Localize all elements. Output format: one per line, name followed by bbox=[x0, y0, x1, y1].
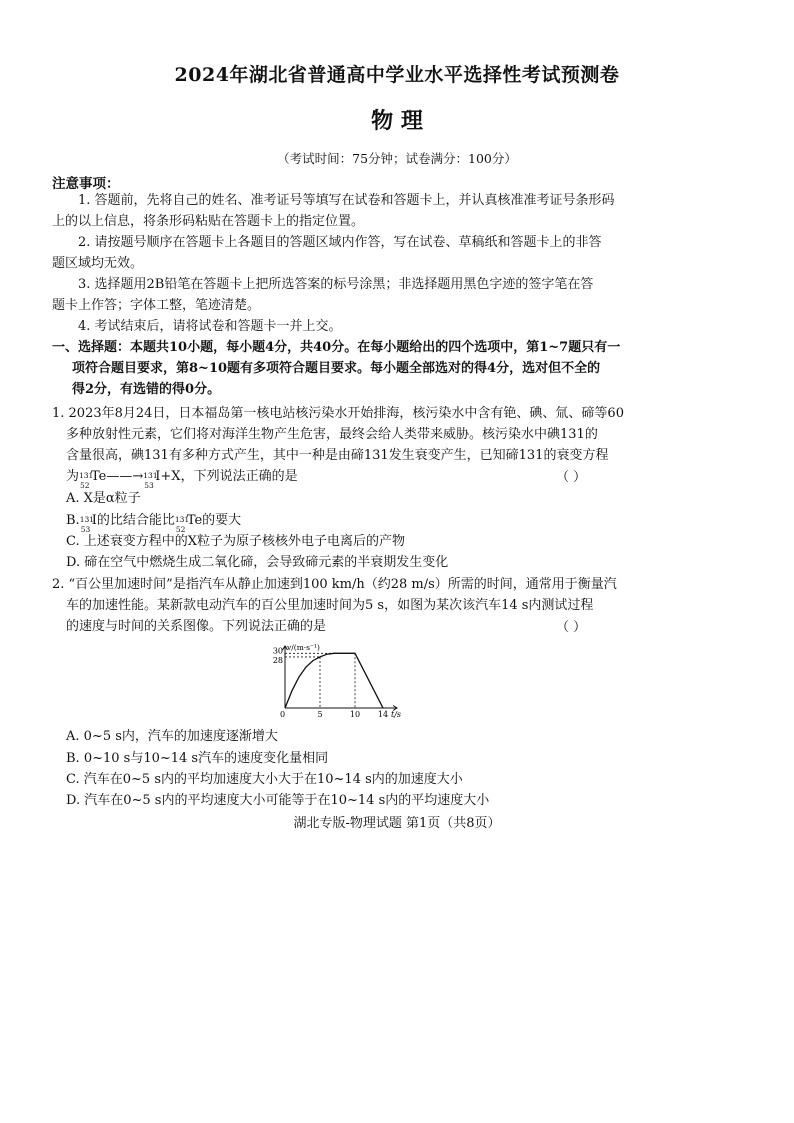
q2-option-d: D. 汽车在0~5 s内的平均速度大小可能等于在10~14 s内的平均速度大小 bbox=[66, 793, 490, 808]
page-footer: 湖北专版-物理试题 第1页（共8页） bbox=[293, 816, 501, 831]
eq-prefix: 为 bbox=[66, 469, 80, 484]
x-axis-label: t/s bbox=[391, 710, 402, 719]
x-tick-label-3: 14 bbox=[377, 710, 389, 719]
q1-option-c: C. 上述衰变方程中的X粒子为原子核核外电子电离后的产物 bbox=[66, 534, 406, 549]
notice-item-2-cont: 题区域均无效。 bbox=[52, 256, 144, 271]
i-nuclide-numbers-b: 131 53 bbox=[79, 515, 95, 534]
q1-stem-line-2: 多种放射性元素，它们将对海洋生物产生危害，最终会给人类带来威胁。核污染水中碘131的 bbox=[66, 427, 598, 442]
te-nuclide-numbers-b: 131 52 bbox=[174, 515, 190, 534]
notice-item-1: 1. 答题前，先将自己的姓名、准考证号等填写在试卷和答题卡上，并认真核准准考证号条形码 bbox=[78, 193, 615, 208]
i-symbol-and-text: I+X，下列说法正确的是 bbox=[155, 469, 298, 484]
q1-answer-bracket: （ ） bbox=[556, 470, 587, 485]
notice-title: 注意事项： bbox=[52, 176, 120, 192]
q2-stem-line-1: 2. “百公里加速时间”是指汽车从静止加速到100 km/h（约28 m/s）所需的时间，通常用于衡量汽 bbox=[52, 577, 617, 592]
notice-item-3: 3. 选择题用2B铅笔在答题卡上把所选答案的标号涂黑；非选择题用黑色字迹的签字笔在答 bbox=[78, 277, 594, 292]
q2-option-a: A. 0~5 s内，汽车的加速度逐渐增大 bbox=[66, 729, 278, 744]
notice-item-3-cont: 题卡上作答；字体工整，笔迹清楚。 bbox=[52, 298, 261, 313]
reaction-arrow: ——→ bbox=[106, 469, 144, 484]
notice-item-4: 4. 考试结束后，请将试卷和答题卡一并上交。 bbox=[78, 319, 342, 334]
i-nuclide-numbers: 131 53 bbox=[143, 471, 158, 490]
velocity-time-graph bbox=[255, 640, 405, 722]
q1-stem-line-3: 含量很高，碘131有多种方式产生，其中一种是由碲131发生衰变产生，已知碲131的衰变方程 bbox=[66, 448, 609, 463]
te-symbol: Te bbox=[91, 469, 107, 484]
y-axis-label: v/(m·s⁻¹) bbox=[287, 643, 320, 652]
x-tick-label-2: 10 bbox=[349, 710, 361, 719]
q2-answer-bracket: （ ） bbox=[556, 620, 587, 635]
q2-stem-line-2: 车的加速性能。某新款电动汽车的百公里加速时间为5 s，如图为某次该汽车14 s内测试过程 bbox=[66, 598, 594, 613]
y-tick-label-1: 28 bbox=[272, 655, 283, 665]
q1-option-b: B. 131 53 I的比结合能比 131 52 Te的要大 bbox=[66, 513, 242, 534]
q1-option-a: A. X是α粒子 bbox=[66, 491, 141, 506]
notice-item-1-cont: 上的以上信息，将条形码粘贴在答题卡上的指定位置。 bbox=[52, 214, 365, 229]
subject-title: 物 理 bbox=[371, 108, 423, 134]
section-heading-cont-1: 项符合题目要求，第8~10题有多项符合题目要求。每小题全部选对的得4分，选对但不全的 bbox=[72, 361, 601, 376]
q1-option-d: D. 碲在空气中燃烧生成二氧化碲，会导致碲元素的半衰期发生变化 bbox=[66, 555, 449, 570]
q1-decay-equation bbox=[66, 466, 298, 490]
exam-info: （考试时间：75分钟；试卷满分：100分） bbox=[277, 151, 517, 166]
q1-stem-line-1: 1. 2023年8月24日，日本福岛第一核电站核污染水开始排海，核污染水中含有铯、碘、氚、碲等60 bbox=[52, 406, 624, 421]
q2-stem-line-3: 的速度与时间的关系图像。下列说法正确的是 bbox=[66, 619, 327, 634]
q2-option-b: B. 0~10 s与10~14 s汽车的速度变化量相同 bbox=[66, 751, 329, 766]
section-heading: 一、选择题：本题共10小题，每小题4分，共40分。在每小题给出的四个选项中，第1~7题只有一 bbox=[52, 340, 621, 355]
q2-option-c: C. 汽车在0~5 s内的平均加速度大小大于在10~14 s内的加速度大小 bbox=[66, 772, 463, 787]
origin-label: 0 bbox=[280, 710, 286, 719]
x-tick-label-1: 5 bbox=[317, 710, 323, 719]
notice-item-2: 2. 请按题号顺序在答题卡上各题目的答题区域内作答，写在试卷、草稿纸和答题卡上的非答 bbox=[78, 235, 602, 250]
y-tick-label-0: 30 bbox=[272, 646, 283, 656]
exam-title: 2024年湖北省普通高中学业水平选择性考试预测卷 bbox=[174, 64, 620, 86]
velocity-curve bbox=[285, 653, 383, 708]
te-nuclide-numbers: 131 52 bbox=[79, 471, 94, 490]
section-heading-cont-2: 得2分，有选错的得0分。 bbox=[72, 382, 221, 397]
